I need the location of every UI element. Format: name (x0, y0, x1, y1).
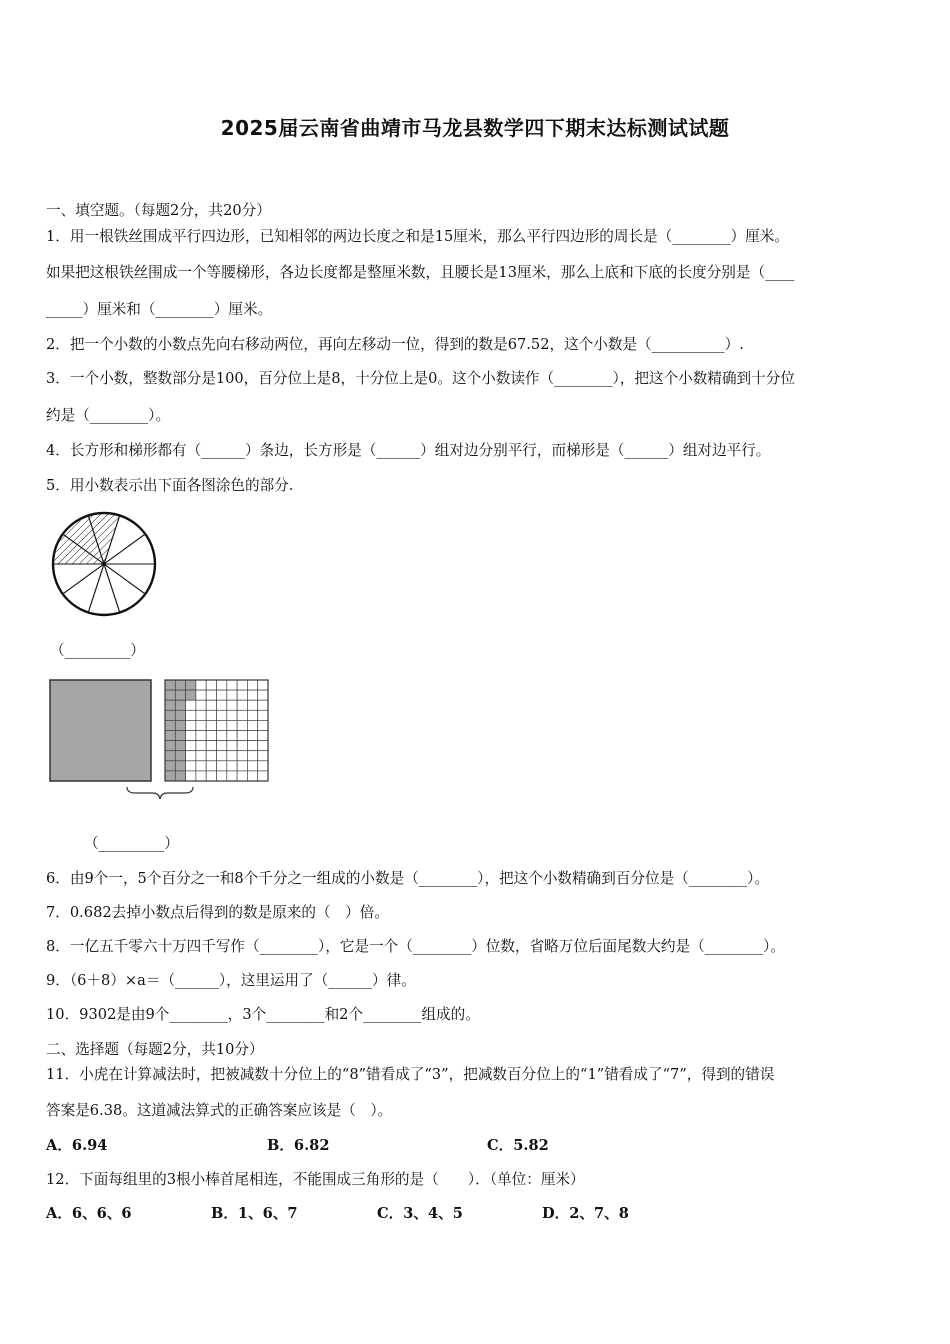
grid-cell-shaded (165, 761, 175, 771)
grid-cell (206, 761, 216, 771)
grid-cell (206, 720, 216, 730)
grid-cell (196, 751, 206, 761)
grid-cell (217, 690, 227, 700)
grid-cell-shaded (175, 680, 185, 690)
grid-cell (206, 731, 216, 741)
q8-text: 8．一亿五千零六十万四千写作（________），它是一个（________）位数，省略万位后面尾数大约是（________）。 (46, 938, 785, 955)
grid-cell (186, 700, 196, 710)
page-title: 2025届云南省曲靖市马龙县数学四下期末达标测试试题 (220, 116, 730, 140)
grid-cell (227, 731, 237, 741)
grid-cell (227, 771, 237, 781)
grid-cell (217, 771, 227, 781)
grid-cell (227, 751, 237, 761)
grid-cell (186, 741, 196, 751)
q3-line1: 3．一个小数，整数部分是100，百分位上是8，十分位上是0。这个小数读作（________），把这个小数精确到十分位 (46, 370, 795, 387)
grid-cell (258, 761, 268, 771)
grid-cell (196, 680, 206, 690)
grid-cell (258, 680, 268, 690)
grid-cell (217, 700, 227, 710)
grid-cell (237, 731, 247, 741)
grid-cell (196, 741, 206, 751)
q5-blank1: （_________） (50, 642, 145, 659)
grid-cell (196, 761, 206, 771)
shaded-square-figure (49, 679, 153, 783)
grid-cell (196, 710, 206, 720)
q4-text: 4．长方形和梯形都有（______）条边，长方形是（______）组对边分别平行，而梯形是（______）组对边平行。 (46, 442, 771, 459)
grid-cell (186, 761, 196, 771)
q12-option-d: D．2、7、8 (542, 1205, 629, 1222)
grid-cell (206, 751, 216, 761)
brace (125, 785, 195, 801)
q10-text: 10．9302是由9个________，3个________和2个________组成的。 (46, 1006, 480, 1023)
grid-cell-shaded (175, 710, 185, 720)
grid-cell (247, 690, 257, 700)
grid-cell (258, 751, 268, 761)
grid-cell (186, 710, 196, 720)
grid-cell (258, 771, 268, 781)
grid-cell (247, 680, 257, 690)
grid-cell (247, 720, 257, 730)
q12-option-b: B．1、6、7 (211, 1205, 298, 1222)
q3-line2: 约是（________）。 (46, 407, 171, 424)
grid-cell-shaded (165, 751, 175, 761)
circle-sector (104, 564, 145, 613)
grid-cell (227, 761, 237, 771)
grid-cell-shaded (186, 690, 196, 700)
shaded-square (50, 680, 151, 781)
grid-cell (196, 700, 206, 710)
q2-text: 2．把一个小数的小数点先向右移动两位，再向左移动一位，得到的数是67.52，这个小数是（__________）. (46, 336, 744, 353)
grid-cell (186, 731, 196, 741)
grid-cell (217, 751, 227, 761)
grid-cell (237, 690, 247, 700)
grid-cell (217, 720, 227, 730)
hundred-grid-figure (164, 679, 270, 785)
q11-line1: 11．小虎在计算减法时，把被减数十分位上的“8”错看成了“3”，把减数百分位上的“1”错看成了“7”，得到的错误 (46, 1066, 775, 1083)
grid-cell-shaded (186, 680, 196, 690)
grid-cell (217, 680, 227, 690)
grid-cell (186, 751, 196, 761)
q5-text: 5．用小数表示出下面各图涂色的部分. (46, 477, 294, 494)
grid-cell (247, 741, 257, 751)
grid-cell (227, 710, 237, 720)
grid-cell (237, 710, 247, 720)
grid-cell (258, 710, 268, 720)
grid-cell (227, 720, 237, 730)
section2-heading: 二、选择题（每题2分，共10分） (46, 1041, 264, 1058)
grid-cell (237, 680, 247, 690)
grid-cell (206, 771, 216, 781)
grid-cell (258, 741, 268, 751)
grid-cell (227, 741, 237, 751)
q12-option-a: A．6、6、6 (46, 1205, 132, 1222)
grid-cell (186, 771, 196, 781)
grid-cell (247, 700, 257, 710)
grid-cell (196, 690, 206, 700)
q9-text: 9．（6＋8）×a＝（______），这里运用了（______）律。 (46, 972, 416, 989)
grid-cell (247, 710, 257, 720)
grid-cell (258, 700, 268, 710)
section1-heading: 一、填空题。（每题2分，共20分） (46, 202, 271, 219)
grid-cell-shaded (175, 771, 185, 781)
q11-option-b: B．6.82 (267, 1137, 330, 1154)
grid-cell (247, 731, 257, 741)
grid-cell (206, 690, 216, 700)
grid-cell-shaded (175, 751, 185, 761)
grid-cell-shaded (175, 761, 185, 771)
grid-cell-shaded (175, 731, 185, 741)
grid-cell-shaded (175, 700, 185, 710)
grid-cell-shaded (165, 700, 175, 710)
q11-option-a: A．6.94 (46, 1137, 108, 1154)
grid-cell (227, 690, 237, 700)
grid-cell (217, 731, 227, 741)
grid-cell-shaded (165, 771, 175, 781)
grid-cell (247, 751, 257, 761)
grid-cell (206, 700, 216, 710)
grid-cell (196, 771, 206, 781)
grid-cell (258, 690, 268, 700)
grid-cell (237, 751, 247, 761)
grid-cell-shaded (165, 680, 175, 690)
grid-cell (227, 700, 237, 710)
brace-path (127, 787, 193, 799)
grid-cell-shaded (165, 720, 175, 730)
grid-cells (165, 680, 268, 781)
grid-cell (217, 741, 227, 751)
grid-cell (258, 731, 268, 741)
grid-cell (206, 741, 216, 751)
circle-fraction-figure (49, 509, 159, 619)
q5-blank2: （_________） (84, 835, 179, 852)
q11-line2: 答案是6.38。这道减法算式的正确答案应该是（ ）。 (46, 1102, 393, 1119)
grid-cell-shaded (165, 710, 175, 720)
grid-cell (217, 761, 227, 771)
circle-sector (63, 564, 104, 613)
grid-cell (237, 741, 247, 751)
grid-cell (258, 720, 268, 730)
q12-option-c: C．3、4、5 (377, 1205, 463, 1222)
grid-cell (237, 761, 247, 771)
grid-cell (237, 700, 247, 710)
q1-line2: 如果把这根铁丝围成一个等腰梯形，各边长度都是整厘米数，且腰长是13厘米，那么上底和下底的长度分别是（____ (46, 264, 795, 281)
grid-cell (206, 680, 216, 690)
grid-cell (186, 720, 196, 730)
grid-cell (247, 771, 257, 781)
grid-cell-shaded (175, 720, 185, 730)
grid-cell (237, 771, 247, 781)
grid-cell-shaded (165, 690, 175, 700)
grid-cell-shaded (175, 690, 185, 700)
grid-cell (227, 680, 237, 690)
grid-cell (196, 720, 206, 730)
grid-cell-shaded (165, 741, 175, 751)
grid-cell (196, 731, 206, 741)
grid-cell (247, 761, 257, 771)
grid-cell-shaded (165, 731, 175, 741)
q12-text: 12．下面每组里的3根小棒首尾相连，不能围成三角形的是（ ）．（单位：厘米） (46, 1171, 585, 1188)
grid-cell (217, 710, 227, 720)
q11-option-c: C．5.82 (487, 1137, 549, 1154)
q7-text: 7．0.682去掉小数点后得到的数是原来的（ ）倍。 (46, 904, 389, 921)
grid-cell-shaded (175, 741, 185, 751)
q1-line1: 1．用一根铁丝围成平行四边形，已知相邻的两边长度之和是15厘米，那么平行四边形的周长是（________）厘米。 (46, 228, 789, 245)
grid-cell (206, 710, 216, 720)
grid-cell (237, 720, 247, 730)
q1-line3: _____）厘米和（________）厘米。 (46, 301, 273, 318)
q6-text: 6．由9个一，5个百分之一和8个千分之一组成的小数是（________），把这个小数精确到百分位是（________）。 (46, 870, 770, 887)
